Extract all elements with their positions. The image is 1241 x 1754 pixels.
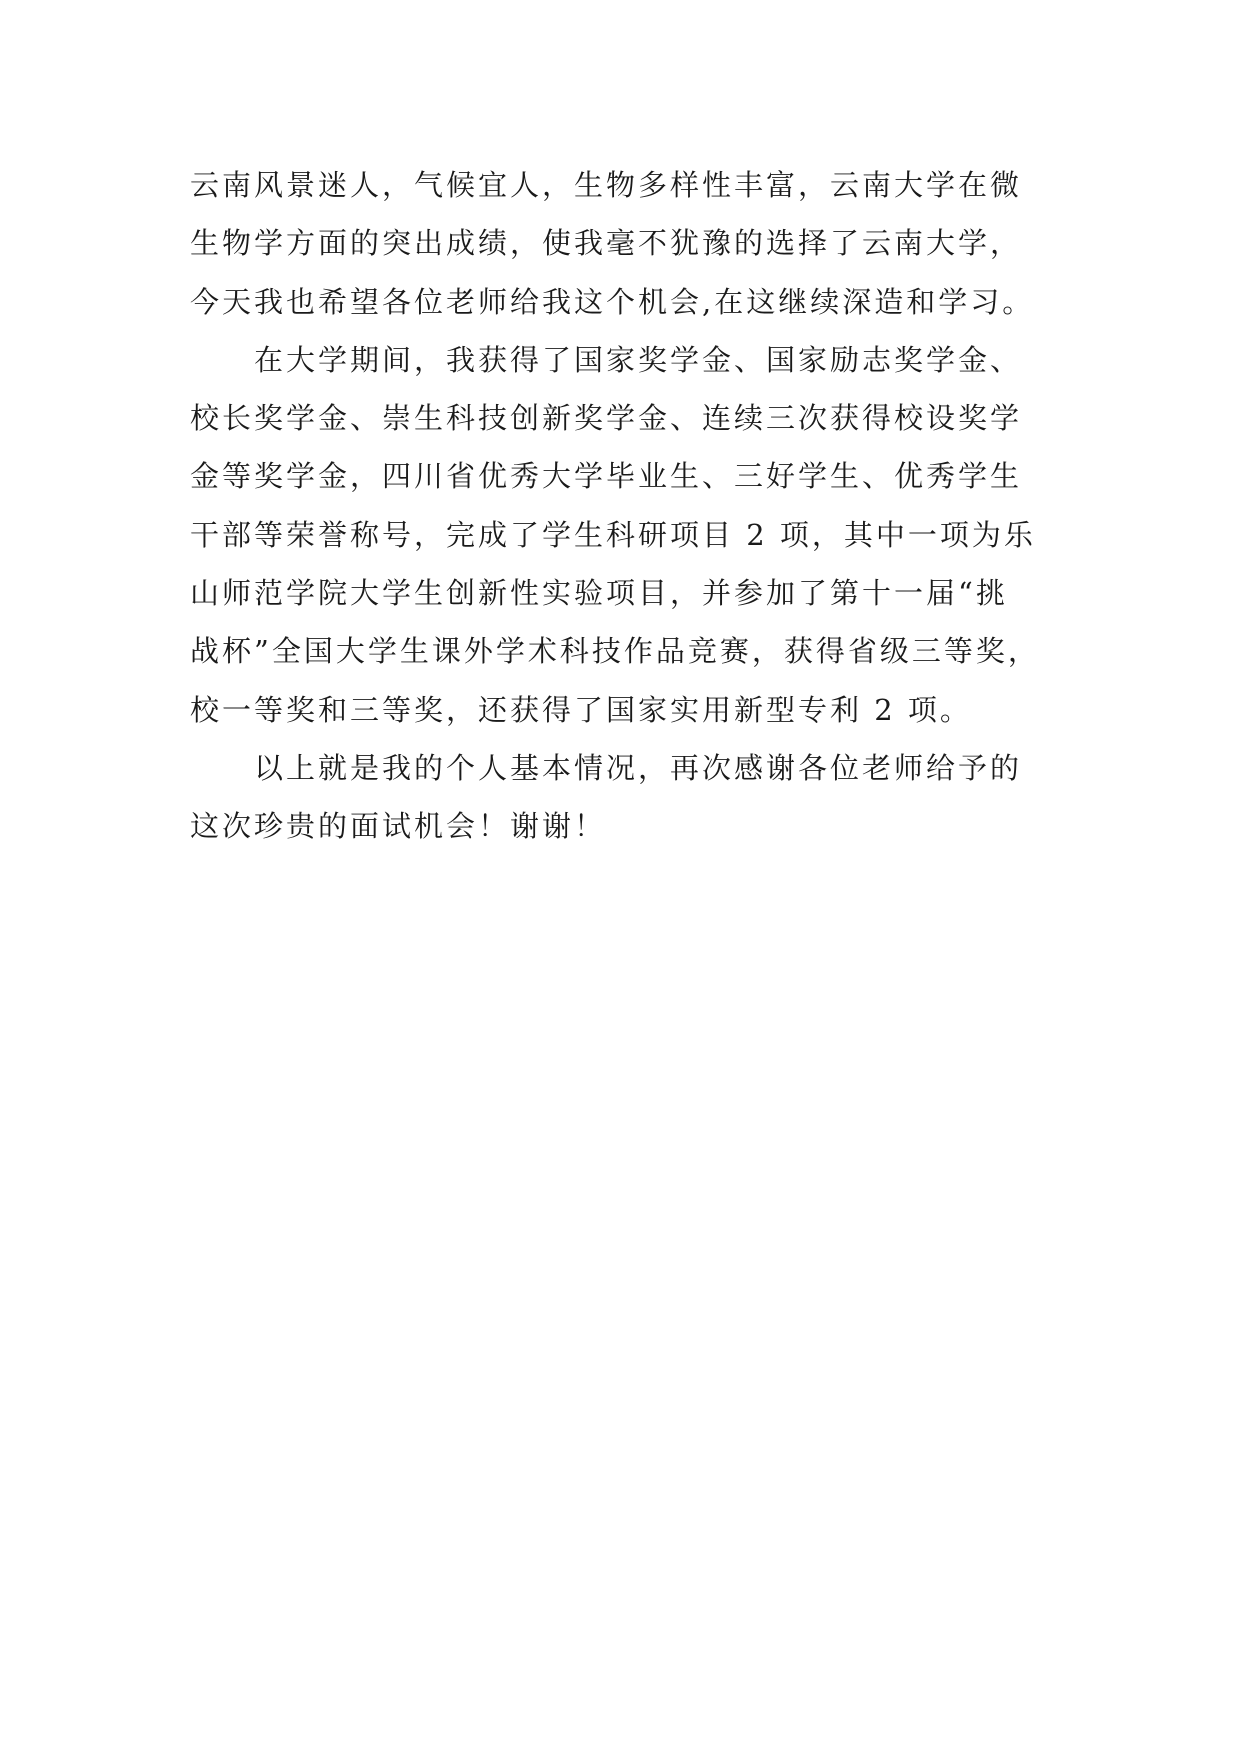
paragraph-2 [190, 338, 1070, 732]
paragraph-line: 生物学方面的突出成绩，使我毫不犹豫的选择了云南大学， [190, 226, 1023, 261]
paragraph-line: 以上就是我的个人基本情况，再次感谢各位老师给予的 [254, 750, 1023, 785]
paragraph-line: 金等奖学金，四川省优秀大学毕业生、三好学生、优秀学生 [190, 459, 1023, 494]
paragraph-line: 干部等荣誉称号，完成了学生科研项目 2 项，其中一项为乐 [190, 517, 1036, 552]
paragraph-line: 云南风景迷人，气候宜人，生物多样性丰富，云南大学在微 [190, 168, 1023, 202]
paragraph-line: 山师范学院大学生创新性实验项目，并参加了第十一届“挑 [190, 576, 1008, 611]
paragraph-line: 校长奖学金、崇生科技创新奖学金、连续三次获得校设奖学 [190, 401, 1023, 436]
paragraph-line: 今天我也希望各位老师给我这个机会,在这继续深造和学习。 [190, 284, 1035, 319]
paragraph-1 [190, 163, 1070, 324]
paragraph-line: 校一等奖和三等奖，还获得了国家实用新型专利 2 项。 [190, 692, 972, 727]
paragraph-line: 在大学期间，我获得了国家奖学金、国家励志奖学金、 [254, 342, 1023, 377]
paragraph-3 [190, 746, 1070, 848]
paragraph-line: 这次珍贵的面试机会！谢谢！ [190, 809, 607, 844]
document-body [190, 163, 1070, 863]
paragraph-line: 战杯”全国大学生课外学术科技作品竞赛，获得省级三等奖， [190, 634, 1040, 669]
